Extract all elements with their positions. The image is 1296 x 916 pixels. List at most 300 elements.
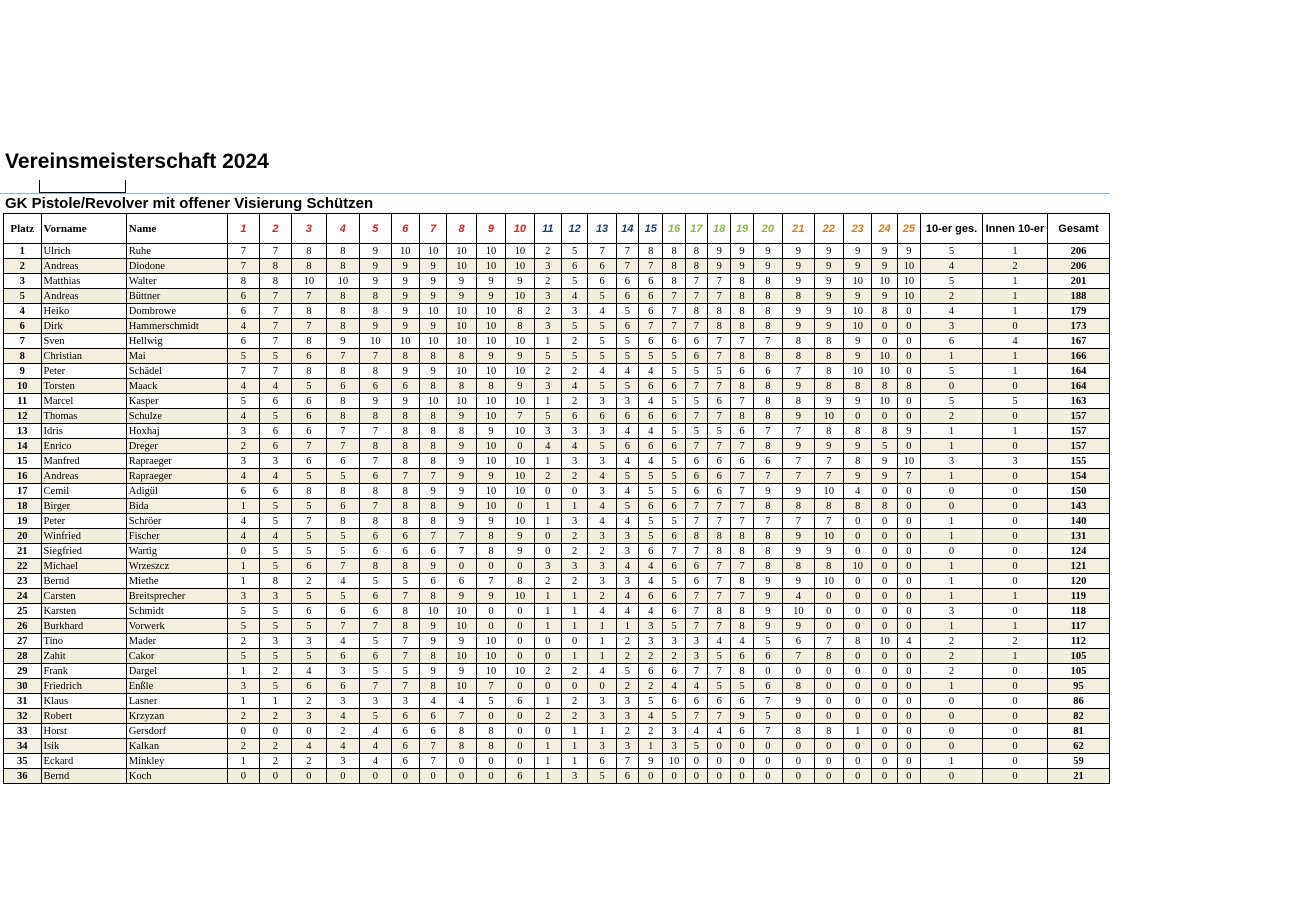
shot-score-cell: 5 [292, 649, 326, 664]
shot-score-cell: 10 [843, 364, 871, 379]
shot-score-cell: 2 [639, 679, 663, 694]
shot-score-cell: 6 [663, 409, 685, 424]
shot-score-cell: 5 [588, 379, 616, 394]
shot-score-cell: 7 [419, 739, 446, 754]
total-score-cell: 201 [1047, 274, 1109, 289]
shot-score-cell: 7 [708, 619, 731, 634]
shot-score-cell: 6 [292, 409, 326, 424]
shot-score-cell: 8 [753, 409, 782, 424]
shot-score-cell: 8 [326, 394, 359, 409]
shot-score-cell: 10 [419, 304, 446, 319]
tens-total-cell: 3 [921, 454, 983, 469]
shot-score-cell: 8 [360, 409, 391, 424]
shot-score-cell: 8 [419, 649, 446, 664]
shot-score-cell: 0 [843, 679, 871, 694]
inner-tens-cell: 3 [982, 454, 1047, 469]
shot-score-cell: 3 [588, 709, 616, 724]
shot-score-cell: 4 [588, 364, 616, 379]
shot-score-cell: 1 [588, 724, 616, 739]
shot-score-cell: 8 [753, 349, 782, 364]
shot-score-cell: 6 [685, 484, 707, 499]
shot-score-cell: 8 [843, 424, 871, 439]
shot-score-cell: 6 [259, 394, 291, 409]
shot-score-cell: 1 [534, 739, 561, 754]
shot-score-cell: 10 [391, 244, 419, 259]
shot-score-cell: 7 [259, 319, 291, 334]
inner-tens-cell: 0 [982, 469, 1047, 484]
shot-score-cell: 1 [534, 589, 561, 604]
shot-score-cell: 0 [872, 769, 897, 784]
shot-score-cell: 3 [292, 709, 326, 724]
shot-score-cell: 7 [731, 439, 753, 454]
tens-total-cell: 5 [921, 394, 983, 409]
shot-score-cell: 3 [639, 619, 663, 634]
table-subtitle: GK Pistole/Revolver mit offener Visierung Schützen [5, 195, 374, 212]
shot-score-cell: 7 [360, 619, 391, 634]
shot-score-cell: 7 [708, 559, 731, 574]
shot-score-cell: 5 [753, 634, 782, 649]
shot-score-cell: 8 [814, 649, 843, 664]
shot-score-cell: 7 [292, 319, 326, 334]
shot-score-cell: 0 [872, 739, 897, 754]
shot-score-cell: 0 [872, 694, 897, 709]
shot-score-cell: 6 [447, 574, 476, 589]
shot-score-cell: 2 [228, 709, 259, 724]
shot-score-cell: 6 [506, 694, 534, 709]
shot-score-cell: 8 [292, 259, 326, 274]
shot-score-cell: 9 [753, 484, 782, 499]
shot-score-cell: 3 [588, 739, 616, 754]
shot-score-cell: 0 [843, 649, 871, 664]
first-name-cell: Carsten [41, 589, 126, 604]
shot-score-cell: 0 [326, 769, 359, 784]
shot-score-cell: 6 [292, 349, 326, 364]
shot-score-cell: 0 [872, 724, 897, 739]
total-score-cell: 95 [1047, 679, 1109, 694]
first-name-cell: Birger [41, 499, 126, 514]
shot-score-cell: 10 [476, 439, 505, 454]
shot-score-cell: 5 [588, 289, 616, 304]
shot-score-cell: 6 [259, 484, 291, 499]
inner-tens-cell: 0 [982, 544, 1047, 559]
shot-score-cell: 0 [897, 649, 920, 664]
shot-score-cell: 6 [663, 499, 685, 514]
shot-score-cell: 0 [419, 769, 446, 784]
shot-score-cell: 0 [843, 769, 871, 784]
shot-score-cell: 0 [872, 334, 897, 349]
inner-tens-cell: 0 [982, 604, 1047, 619]
header-shot-15: 15 [639, 214, 663, 244]
shot-score-cell: 8 [872, 304, 897, 319]
shot-score-cell: 6 [326, 499, 359, 514]
shot-score-cell: 5 [663, 454, 685, 469]
shot-score-cell: 9 [391, 394, 419, 409]
shot-score-cell: 10 [476, 334, 505, 349]
shot-score-cell: 0 [897, 559, 920, 574]
last-name-cell: Dombrowe [126, 304, 227, 319]
shot-score-cell: 5 [639, 529, 663, 544]
shot-score-cell: 7 [731, 394, 753, 409]
shot-score-cell: 6 [685, 454, 707, 469]
shot-score-cell: 9 [447, 469, 476, 484]
shot-score-cell: 8 [326, 514, 359, 529]
shot-score-cell: 8 [228, 274, 259, 289]
tens-total-cell: 5 [921, 244, 983, 259]
shot-score-cell: 3 [534, 289, 561, 304]
shot-score-cell: 9 [753, 259, 782, 274]
table-row [4, 559, 1110, 574]
tens-total-cell: 2 [921, 634, 983, 649]
shot-score-cell: 4 [326, 739, 359, 754]
shot-score-cell: 5 [259, 604, 291, 619]
shot-score-cell: 9 [843, 244, 871, 259]
shot-score-cell: 7 [391, 634, 419, 649]
shot-score-cell: 5 [708, 364, 731, 379]
shot-score-cell: 4 [360, 739, 391, 754]
shot-score-cell: 9 [419, 619, 446, 634]
inner-tens-cell: 0 [982, 439, 1047, 454]
shot-score-cell: 4 [588, 469, 616, 484]
table-row [4, 514, 1110, 529]
last-name-cell: Hoxhaj [126, 424, 227, 439]
shot-score-cell: 9 [731, 709, 753, 724]
shot-score-cell: 5 [259, 514, 291, 529]
table-header-row [4, 214, 1110, 244]
first-name-cell: Horst [41, 724, 126, 739]
shot-score-cell: 10 [506, 334, 534, 349]
shot-score-cell: 0 [843, 574, 871, 589]
tens-total-cell: 0 [921, 769, 983, 784]
shot-score-cell: 8 [419, 379, 446, 394]
inner-tens-cell: 1 [982, 289, 1047, 304]
shot-score-cell: 8 [447, 724, 476, 739]
shot-score-cell: 7 [391, 679, 419, 694]
shot-score-cell: 10 [447, 619, 476, 634]
shot-score-cell: 8 [326, 259, 359, 274]
shot-score-cell: 9 [783, 409, 814, 424]
shot-score-cell: 8 [731, 409, 753, 424]
inner-tens-cell: 1 [982, 274, 1047, 289]
shot-score-cell: 9 [360, 394, 391, 409]
shot-score-cell: 8 [292, 334, 326, 349]
shot-score-cell: 8 [419, 439, 446, 454]
first-name-cell: Andreas [41, 289, 126, 304]
shot-score-cell: 1 [534, 334, 561, 349]
shot-score-cell: 0 [843, 544, 871, 559]
inner-tens-cell: 0 [982, 739, 1047, 754]
header-shot-10: 10 [506, 214, 534, 244]
shot-score-cell: 0 [843, 529, 871, 544]
shot-score-cell: 10 [814, 529, 843, 544]
shot-score-cell: 10 [476, 394, 505, 409]
shot-score-cell: 7 [663, 304, 685, 319]
shot-score-cell: 2 [561, 664, 587, 679]
shot-score-cell: 9 [872, 289, 897, 304]
shot-score-cell: 8 [419, 514, 446, 529]
shot-score-cell: 3 [639, 634, 663, 649]
shot-score-cell: 6 [639, 274, 663, 289]
shot-score-cell: 6 [616, 409, 638, 424]
shot-score-cell: 3 [588, 694, 616, 709]
shot-score-cell: 7 [814, 514, 843, 529]
shot-score-cell: 0 [897, 664, 920, 679]
shot-score-cell: 9 [814, 319, 843, 334]
shot-score-cell: 8 [814, 379, 843, 394]
shot-score-cell: 3 [534, 559, 561, 574]
shot-score-cell: 8 [391, 619, 419, 634]
first-name-cell: Idris [41, 424, 126, 439]
table-row [4, 364, 1110, 379]
shot-score-cell: 0 [663, 769, 685, 784]
shot-score-cell: 8 [391, 514, 419, 529]
rank-cell: 27 [4, 634, 42, 649]
shot-score-cell: 7 [228, 244, 259, 259]
shot-score-cell: 8 [476, 544, 505, 559]
shot-score-cell: 9 [447, 499, 476, 514]
rank-cell: 17 [4, 484, 42, 499]
last-name-cell: Krzyzan [126, 709, 227, 724]
shot-score-cell: 6 [731, 454, 753, 469]
shot-score-cell: 7 [447, 709, 476, 724]
last-name-cell: Schulze [126, 409, 227, 424]
table-row [4, 424, 1110, 439]
shot-score-cell: 8 [447, 349, 476, 364]
shot-score-cell: 10 [506, 289, 534, 304]
inner-tens-cell: 0 [982, 484, 1047, 499]
shot-score-cell: 7 [259, 244, 291, 259]
shot-score-cell: 10 [447, 259, 476, 274]
shot-score-cell: 0 [228, 724, 259, 739]
shot-score-cell: 6 [616, 769, 638, 784]
shot-score-cell: 5 [326, 529, 359, 544]
shot-score-cell: 3 [561, 454, 587, 469]
shot-score-cell: 9 [419, 289, 446, 304]
shot-score-cell: 8 [506, 304, 534, 319]
shot-score-cell: 4 [259, 529, 291, 544]
shot-score-cell: 8 [843, 379, 871, 394]
rank-cell: 32 [4, 709, 42, 724]
last-name-cell: Vorwerk [126, 619, 227, 634]
inner-tens-cell: 0 [982, 514, 1047, 529]
tens-total-cell: 6 [921, 334, 983, 349]
inner-tens-cell: 1 [982, 244, 1047, 259]
shot-score-cell: 7 [814, 634, 843, 649]
shot-score-cell: 0 [506, 754, 534, 769]
table-row [4, 634, 1110, 649]
total-score-cell: 62 [1047, 739, 1109, 754]
shot-score-cell: 2 [561, 364, 587, 379]
shot-score-cell: 9 [391, 259, 419, 274]
header-shot-13: 13 [588, 214, 616, 244]
rank-cell: 10 [4, 379, 42, 394]
shot-score-cell: 0 [843, 619, 871, 634]
table-row [4, 709, 1110, 724]
shot-score-cell: 0 [506, 739, 534, 754]
shot-score-cell: 3 [561, 514, 587, 529]
shot-score-cell: 6 [663, 694, 685, 709]
shot-score-cell: 0 [897, 589, 920, 604]
shot-score-cell: 6 [419, 724, 446, 739]
shot-score-cell: 0 [639, 769, 663, 784]
table-row [4, 544, 1110, 559]
shot-score-cell: 0 [814, 664, 843, 679]
first-name-cell: Christian [41, 349, 126, 364]
shot-score-cell: 4 [783, 589, 814, 604]
shot-score-cell: 0 [897, 754, 920, 769]
shot-score-cell: 7 [326, 424, 359, 439]
table-row [4, 739, 1110, 754]
shot-score-cell: 4 [639, 574, 663, 589]
shot-score-cell: 7 [391, 469, 419, 484]
shot-score-cell: 6 [708, 694, 731, 709]
first-name-cell: Enrico [41, 439, 126, 454]
shot-score-cell: 0 [897, 694, 920, 709]
inner-tens-cell: 1 [982, 349, 1047, 364]
shot-score-cell: 0 [843, 754, 871, 769]
total-score-cell: 105 [1047, 664, 1109, 679]
shot-score-cell: 2 [561, 529, 587, 544]
shot-score-cell: 5 [228, 394, 259, 409]
shot-score-cell: 2 [561, 709, 587, 724]
shot-score-cell: 3 [588, 454, 616, 469]
shot-score-cell: 9 [476, 469, 505, 484]
shot-score-cell: 9 [476, 514, 505, 529]
shot-score-cell: 8 [731, 664, 753, 679]
shot-score-cell: 8 [292, 304, 326, 319]
shot-score-cell: 0 [843, 709, 871, 724]
table-row [4, 499, 1110, 514]
shot-score-cell: 10 [476, 664, 505, 679]
shot-score-cell: 9 [476, 274, 505, 289]
last-name-cell: Rapraeger [126, 469, 227, 484]
shot-score-cell: 6 [685, 694, 707, 709]
shot-score-cell: 9 [506, 379, 534, 394]
shot-score-cell: 1 [534, 499, 561, 514]
total-score-cell: 21 [1047, 769, 1109, 784]
total-score-cell: 157 [1047, 409, 1109, 424]
shot-score-cell: 3 [259, 454, 291, 469]
total-score-cell: 155 [1047, 454, 1109, 469]
shot-score-cell: 0 [897, 574, 920, 589]
shot-score-cell: 7 [783, 469, 814, 484]
shot-score-cell: 7 [506, 409, 534, 424]
shot-score-cell: 8 [326, 244, 359, 259]
shot-score-cell: 3 [616, 394, 638, 409]
shot-score-cell: 9 [476, 289, 505, 304]
shot-score-cell: 4 [561, 289, 587, 304]
shot-score-cell: 6 [588, 409, 616, 424]
shot-score-cell: 9 [783, 274, 814, 289]
first-name-cell: Friedrich [41, 679, 126, 694]
shot-score-cell: 9 [447, 664, 476, 679]
shot-score-cell: 3 [561, 424, 587, 439]
shot-score-cell: 4 [534, 439, 561, 454]
inner-tens-cell: 0 [982, 679, 1047, 694]
shot-score-cell: 2 [259, 664, 291, 679]
shot-score-cell: 9 [814, 274, 843, 289]
shot-score-cell: 8 [731, 544, 753, 559]
shot-score-cell: 6 [326, 649, 359, 664]
shot-score-cell: 6 [731, 694, 753, 709]
table-row [4, 349, 1110, 364]
shot-score-cell: 6 [391, 379, 419, 394]
shot-score-cell: 8 [360, 364, 391, 379]
total-score-cell: 86 [1047, 694, 1109, 709]
shot-score-cell: 0 [506, 724, 534, 739]
header-tens-total: 10-er ges. [921, 214, 983, 244]
shot-score-cell: 3 [534, 379, 561, 394]
shot-score-cell: 7 [447, 544, 476, 559]
shot-score-cell: 7 [731, 484, 753, 499]
first-name-cell: Karsten [41, 604, 126, 619]
shot-score-cell: 7 [360, 349, 391, 364]
shot-score-cell: 0 [506, 499, 534, 514]
shot-score-cell: 3 [561, 559, 587, 574]
inner-tens-cell: 1 [982, 649, 1047, 664]
shot-score-cell: 7 [708, 379, 731, 394]
shot-score-cell: 0 [561, 679, 587, 694]
shot-score-cell: 0 [897, 619, 920, 634]
shot-score-cell: 8 [814, 724, 843, 739]
shot-score-cell: 7 [685, 604, 707, 619]
shot-score-cell: 8 [663, 244, 685, 259]
shot-score-cell: 6 [588, 274, 616, 289]
shot-score-cell: 0 [897, 514, 920, 529]
shot-score-cell: 8 [326, 409, 359, 424]
shot-score-cell: 7 [259, 334, 291, 349]
shot-score-cell: 0 [843, 739, 871, 754]
rank-cell: 9 [4, 364, 42, 379]
table-top-rule [0, 193, 1110, 194]
shot-score-cell: 0 [506, 634, 534, 649]
rank-cell: 13 [4, 424, 42, 439]
shot-score-cell: 7 [447, 529, 476, 544]
shot-score-cell: 5 [360, 634, 391, 649]
shot-score-cell: 10 [506, 454, 534, 469]
shot-score-cell: 1 [228, 694, 259, 709]
inner-tens-cell: 0 [982, 409, 1047, 424]
shot-score-cell: 0 [897, 484, 920, 499]
shot-score-cell: 10 [506, 469, 534, 484]
header-shot-22: 22 [814, 214, 843, 244]
shot-score-cell: 4 [561, 379, 587, 394]
shot-score-cell: 8 [731, 574, 753, 589]
last-name-cell: Mader [126, 634, 227, 649]
shot-score-cell: 5 [561, 349, 587, 364]
shot-score-cell: 9 [391, 319, 419, 334]
shot-score-cell: 9 [783, 574, 814, 589]
shot-score-cell: 9 [447, 289, 476, 304]
shot-score-cell: 5 [292, 379, 326, 394]
table-row [4, 649, 1110, 664]
table-row [4, 304, 1110, 319]
shot-score-cell: 2 [534, 574, 561, 589]
shot-score-cell: 0 [476, 559, 505, 574]
shot-score-cell: 6 [616, 274, 638, 289]
shot-score-cell: 4 [447, 694, 476, 709]
shot-score-cell: 0 [534, 544, 561, 559]
shot-score-cell: 7 [685, 274, 707, 289]
shot-score-cell: 3 [326, 754, 359, 769]
header-shot-6: 6 [391, 214, 419, 244]
page-title: Vereinsmeisterschaft 2024 [5, 150, 269, 173]
shot-score-cell: 8 [783, 724, 814, 739]
shot-score-cell: 5 [731, 679, 753, 694]
tens-total-cell: 0 [921, 484, 983, 499]
shot-score-cell: 8 [360, 514, 391, 529]
shot-score-cell: 9 [753, 619, 782, 634]
shot-score-cell: 5 [663, 619, 685, 634]
